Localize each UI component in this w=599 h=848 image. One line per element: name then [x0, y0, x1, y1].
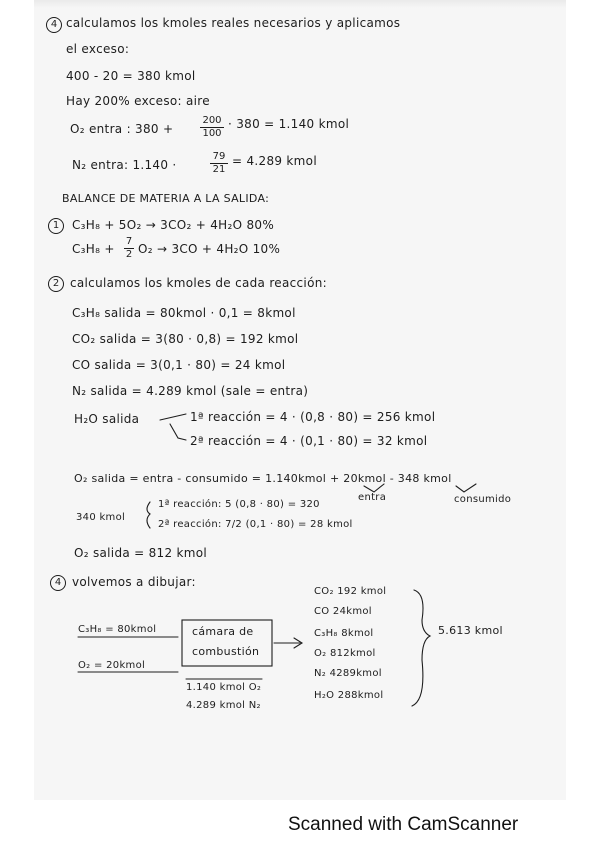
- redraw-heading: volvemos a dibujar:: [72, 575, 196, 589]
- consumed-second-reaction: 2ª reacción: 7/2 (0,1 · 80) = 28 kmol: [158, 519, 353, 530]
- moles-difference-line: 400 - 20 = 380 kmol: [66, 69, 196, 83]
- step4-heading-line2: el exceso:: [66, 42, 130, 56]
- air-n2-label: 4.289 kmol N₂: [186, 700, 261, 711]
- fraction-denominator: 100: [202, 128, 222, 139]
- o2-entry-result: · 380 = 1.140 kmol: [228, 117, 350, 131]
- step-number-circle: 1: [48, 218, 64, 234]
- reaction-incomplete-rest: O₂ → 3CO + 4H₂O 10%: [138, 242, 281, 256]
- step2-heading: calculamos los kmoles de cada reacción:: [70, 276, 327, 290]
- o2-balance-line: O₂ salida = entra - consumido = 1.140kmol + 20kmol - 348 kmol: [74, 472, 452, 485]
- fraction-numerator: 7: [125, 236, 133, 247]
- reaction-complete: C₃H₈ + 5O₂ → 3CO₂ + 4H₂O 80%: [72, 218, 275, 232]
- fraction-numerator: 79: [210, 151, 228, 164]
- output-brace: [412, 590, 430, 706]
- consumido-note: consumido: [454, 494, 512, 505]
- output-total: 5.613 kmol: [438, 624, 503, 637]
- n2-entry-result: = 4.289 kmol: [232, 154, 317, 168]
- n2-entry-prefix: N₂ entra: 1.140 ·: [72, 158, 177, 172]
- o2-output-result: O₂ salida = 812 kmol: [74, 546, 208, 560]
- input-c3h8-label: C₃H₈ = 80kmol: [78, 624, 157, 635]
- co2-output-line: CO₂ salida = 3(80 · 0,8) = 192 kmol: [72, 332, 299, 346]
- h2o-second-reaction: 2ª reacción = 4 · (0,1 · 80) = 32 kmol: [190, 434, 428, 448]
- chamber-label-line1: cámara de: [192, 625, 254, 638]
- consumed-total: 340 kmol: [76, 512, 126, 523]
- c3h8-output-line: C₃H₈ salida = 80kmol · 0,1 = 8kmol: [72, 306, 296, 320]
- air-o2-label: 1.140 kmol O₂: [186, 682, 262, 693]
- entra-note: entra: [358, 492, 387, 503]
- h2o-branch-arrow-lower: [170, 424, 186, 440]
- step-number-circle: 2: [48, 276, 64, 292]
- step4-heading-line1: calculamos los kmoles reales necesarios y aplicamos: [66, 16, 401, 30]
- input-o2-label: O₂ = 20kmol: [78, 660, 146, 671]
- scanner-watermark: Scanned with CamScanner: [288, 814, 519, 835]
- entra-check-mark: [364, 484, 384, 492]
- fraction-numerator: 200: [200, 115, 224, 128]
- balance-title: BALANCE DE MATERIA A LA SALIDA:: [62, 192, 270, 205]
- consumido-check-mark: [456, 484, 476, 492]
- output-stream-item: N₂ 4289kmol: [314, 668, 382, 679]
- output-stream-item: CO 24kmol: [314, 606, 372, 617]
- step-number-circle: 4: [50, 575, 66, 591]
- h2o-branch-arrow-upper: [160, 414, 186, 420]
- output-stream-item: C₃H₈ 8kmol: [314, 628, 374, 639]
- h2o-output-label: H₂O salida: [74, 412, 140, 426]
- h2o-first-reaction: 1ª reacción = 4 · (0,8 · 80) = 256 kmol: [190, 410, 436, 424]
- consumed-first-reaction: 1ª reacción: 5 (0,8 · 80) = 320: [158, 499, 320, 510]
- excess-air-line: Hay 200% exceso: aire: [66, 94, 210, 108]
- consumed-brace: [147, 502, 150, 528]
- fraction-denominator: 21: [212, 164, 226, 175]
- output-stream-item: CO₂ 192 kmol: [314, 586, 387, 597]
- step-number-circle: 4: [46, 17, 62, 33]
- chamber-label-line2: combustión: [192, 645, 260, 658]
- reaction-incomplete-prefix: C₃H₈ +: [72, 242, 115, 256]
- output-stream-item: O₂ 812kmol: [314, 648, 376, 659]
- n2-output-line: N₂ salida = 4.289 kmol (sale = entra): [72, 384, 309, 398]
- combustion-chamber-box: [182, 620, 272, 666]
- fraction-denominator: 2: [125, 249, 133, 260]
- co-output-line: CO salida = 3(0,1 · 80) = 24 kmol: [72, 358, 286, 372]
- output-stream-item: H₂O 288kmol: [314, 690, 384, 701]
- o2-entry-prefix: O₂ entra : 380 +: [70, 122, 174, 136]
